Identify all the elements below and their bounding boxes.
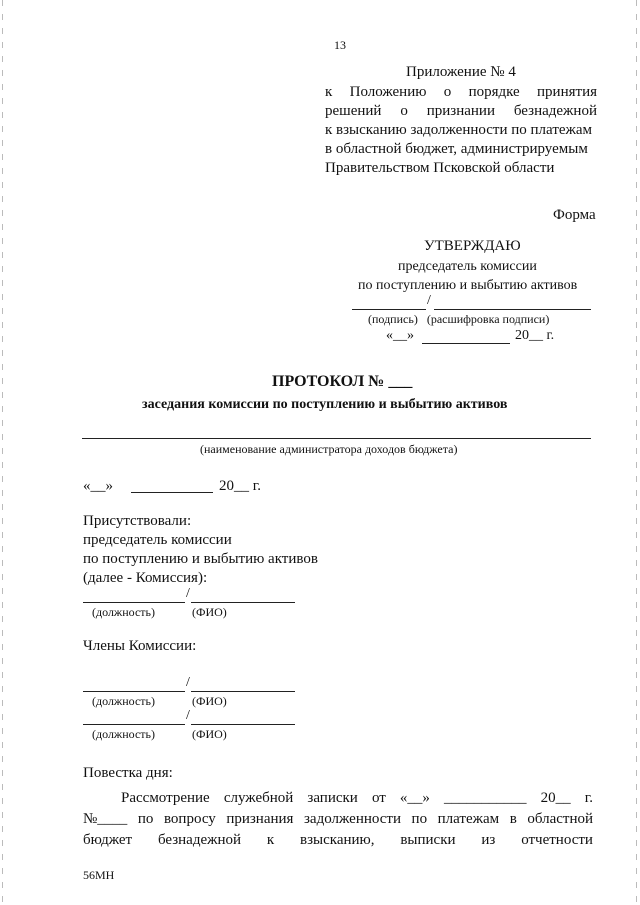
agenda-paragraph-line-2: №____ по вопросу признания задолженности по платежам в областной	[83, 811, 593, 827]
member2-position-line	[83, 724, 185, 725]
appendix-line-2: решений о признании безнадежной	[325, 103, 597, 119]
page-number: 13	[334, 38, 346, 52]
chair-slash: /	[186, 586, 190, 601]
appendix-line-4: в областной бюджет, администрируемым	[325, 141, 588, 157]
form-label: Форма	[553, 207, 596, 223]
chair-caption-position: (должность)	[92, 605, 155, 619]
appendix-line-1: к Положению о порядке принятия	[325, 84, 597, 100]
member2-slash: /	[186, 708, 190, 723]
present-line-1: председатель комиссии	[83, 532, 232, 548]
member1-caption-position: (должность)	[92, 694, 155, 708]
approval-date-month-line	[422, 343, 510, 344]
member2-fio-line	[191, 724, 295, 725]
protocol-date-day: «__»	[83, 478, 113, 494]
agenda-paragraph-line-3: бюджет безнадежной к взысканию, выписки из отчетности	[83, 832, 593, 848]
right-scan-edge	[636, 0, 637, 905]
members-heading: Члены Комиссии:	[83, 638, 197, 654]
present-heading: Присутствовали:	[83, 513, 192, 529]
approval-title: УТВЕРЖДАЮ	[424, 238, 521, 254]
chair-position-line	[83, 602, 185, 603]
signature-decode-line	[434, 309, 591, 310]
member2-caption-position: (должность)	[92, 727, 155, 741]
signature-caption: (подпись) (расшифровка подписи)	[368, 312, 550, 326]
member1-slash: /	[186, 675, 190, 690]
protocol-date-year: 20__ г.	[219, 478, 261, 494]
appendix-line-5: Правительством Псковской области	[325, 160, 555, 176]
footer-code: 56МН	[83, 868, 115, 882]
signature-line	[352, 309, 426, 310]
protocol-subtitle: заседания комиссии по поступлению и выбытию активов	[142, 397, 508, 412]
protocol-title: ПРОТОКОЛ № ___	[272, 373, 413, 390]
admin-name-caption: (наименование администратора доходов бюджета)	[200, 442, 458, 456]
chair-fio-line	[191, 602, 295, 603]
present-line-2: по поступлению и выбытию активов	[83, 551, 318, 567]
present-line-3: (далее - Комиссия):	[83, 570, 208, 586]
admin-name-line	[82, 438, 591, 439]
approval-date-year: 20__ г.	[515, 328, 555, 343]
appendix-line-3: к взысканию задолженности по платежам	[325, 122, 593, 138]
member1-position-line	[83, 691, 185, 692]
signature-slash: /	[427, 293, 431, 308]
agenda-paragraph-line-1: Рассмотрение служебной записки от «__» ___________ 20__ г.	[121, 790, 593, 806]
chair-caption-fio: (ФИО)	[192, 605, 227, 619]
member1-caption-fio: (ФИО)	[192, 694, 227, 708]
approval-role-2: по поступлению и выбытию активов	[358, 278, 578, 293]
member2-caption-fio: (ФИО)	[192, 727, 227, 741]
member1-fio-line	[191, 691, 295, 692]
appendix-title: Приложение № 4	[406, 64, 516, 80]
agenda-heading: Повестка дня:	[83, 765, 173, 781]
left-scan-edge	[2, 0, 3, 905]
approval-role-1: председатель комиссии	[398, 259, 537, 274]
protocol-date-month-line	[131, 492, 213, 493]
approval-date-day: «__»	[386, 328, 414, 343]
